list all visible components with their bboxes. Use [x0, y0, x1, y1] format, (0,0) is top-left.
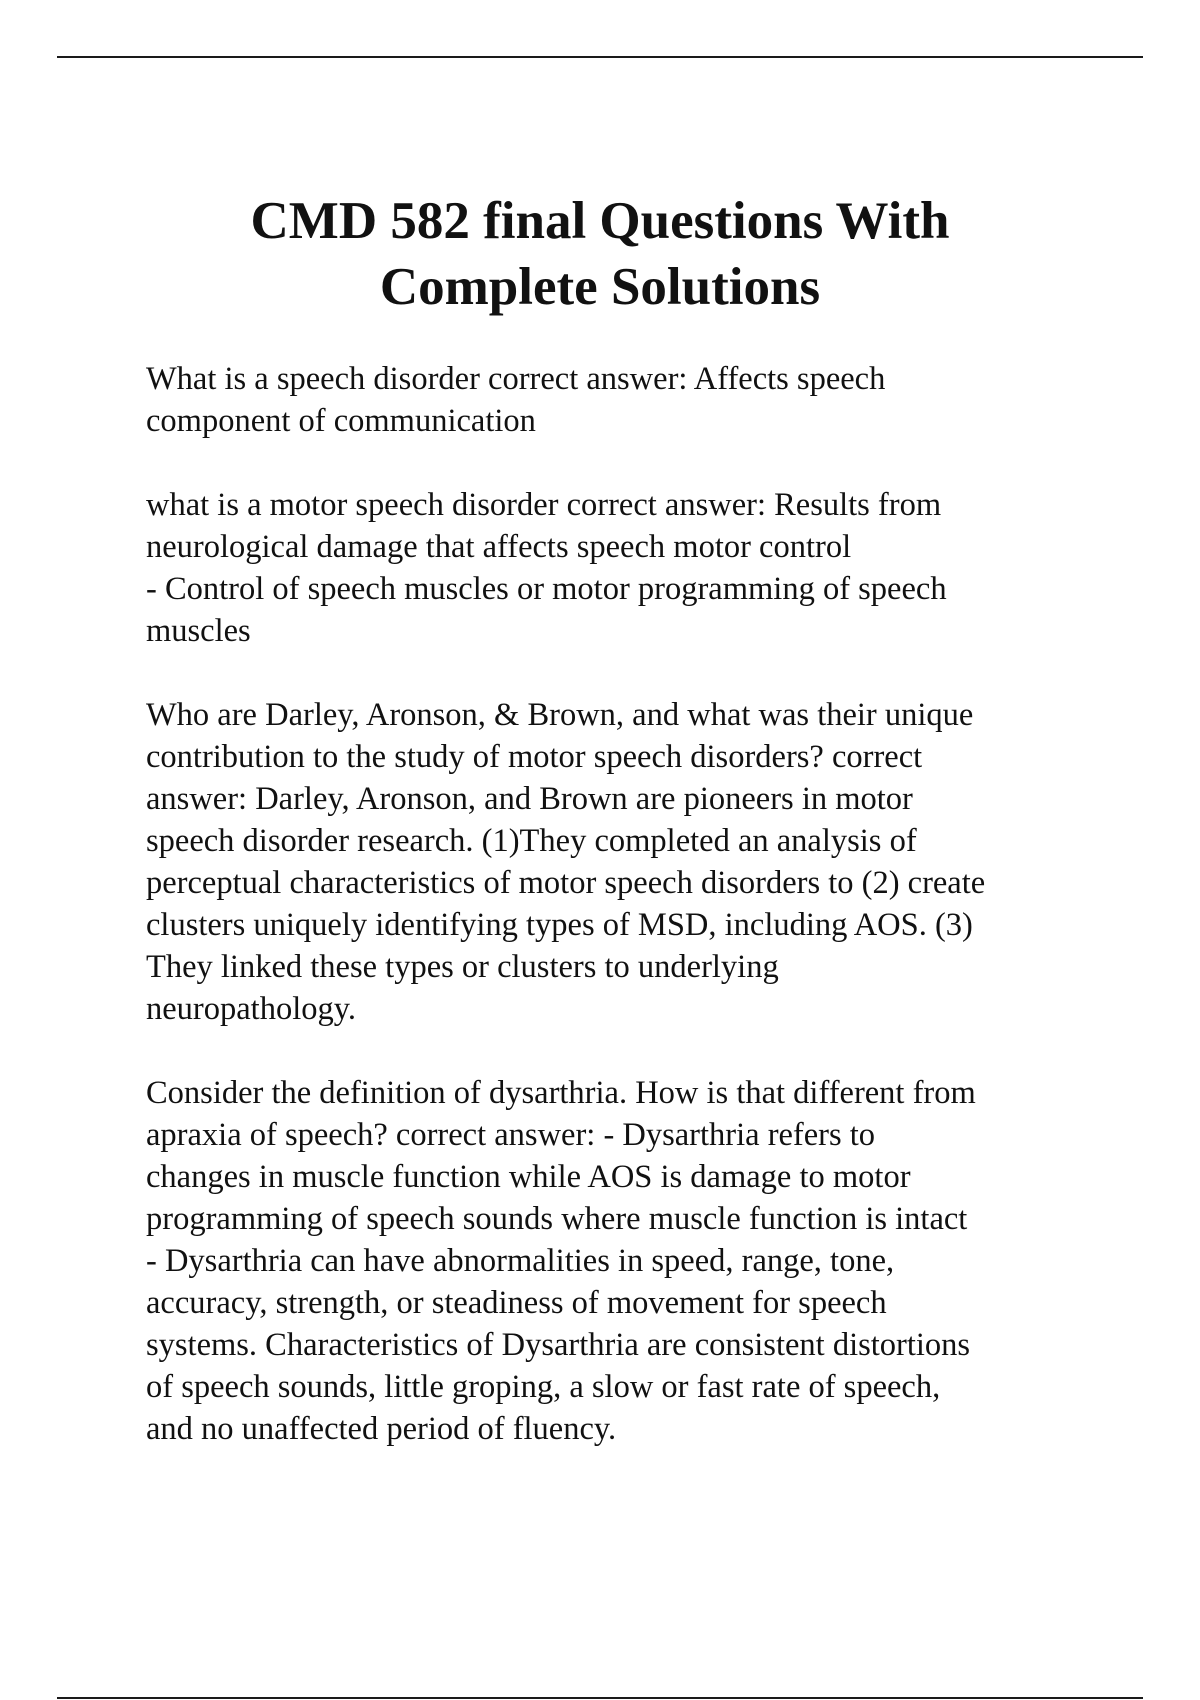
text-line: - Dysarthria can have abnormalities in speed, range, tone, [146, 1243, 895, 1279]
text-line: and no unaffected period of fluency. [146, 1411, 617, 1447]
text-line: systems. Characteristics of Dysarthria are consistent distortions [146, 1327, 971, 1363]
text-line: perceptual characteristics of motor speech disorders to (2) create [146, 865, 986, 901]
text-line: what is a motor speech disorder correct answer: Results from [146, 487, 942, 523]
text-line: neurological damage that affects speech motor control [146, 529, 852, 565]
qa-item-darley-aronson-brown [146, 694, 1096, 1030]
title-line: CMD 582 final Questions With [250, 192, 950, 250]
text-line: - Control of speech muscles or motor programming of speech [146, 571, 947, 607]
text-line: apraxia of speech? correct answer: - Dysarthria refers to [146, 1117, 876, 1153]
qa-item-motor-speech-disorder [146, 484, 1096, 652]
text-line: Who are Darley, Aronson, & Brown, and what was their unique [146, 697, 974, 733]
qa-item-speech-disorder [146, 358, 1096, 442]
text-line: They linked these types or clusters to underlying [146, 949, 779, 985]
text-line: Consider the definition of dysarthria. How is that different from [146, 1075, 976, 1111]
document-body [146, 358, 1096, 1492]
text-line: programming of speech sounds where muscle function is intact [146, 1201, 968, 1237]
text-line: of speech sounds, little groping, a slow or fast rate of speech, [146, 1369, 941, 1405]
page-title [100, 188, 1100, 320]
title-line: Complete Solutions [379, 258, 821, 316]
text-line: component of communication [146, 403, 536, 439]
text-line: What is a speech disorder correct answer: Affects speech [146, 361, 886, 397]
text-line: clusters uniquely identifying types of MSD, including AOS. (3) [146, 907, 973, 943]
text-line: answer: Darley, Aronson, and Brown are pioneers in motor [146, 781, 913, 817]
qa-item-dysarthria-vs-apraxia [146, 1072, 1096, 1450]
text-line: contribution to the study of motor speech disorders? correct [146, 739, 923, 775]
header-rule [57, 56, 1143, 58]
text-line: neuropathology. [146, 991, 356, 1027]
text-line: muscles [146, 613, 251, 649]
text-line: speech disorder research. (1)They completed an analysis of [146, 823, 917, 859]
text-line: changes in muscle function while AOS is damage to motor [146, 1159, 911, 1195]
footer-rule [57, 1697, 1143, 1699]
text-line: accuracy, strength, or steadiness of movement for speech [146, 1285, 887, 1321]
